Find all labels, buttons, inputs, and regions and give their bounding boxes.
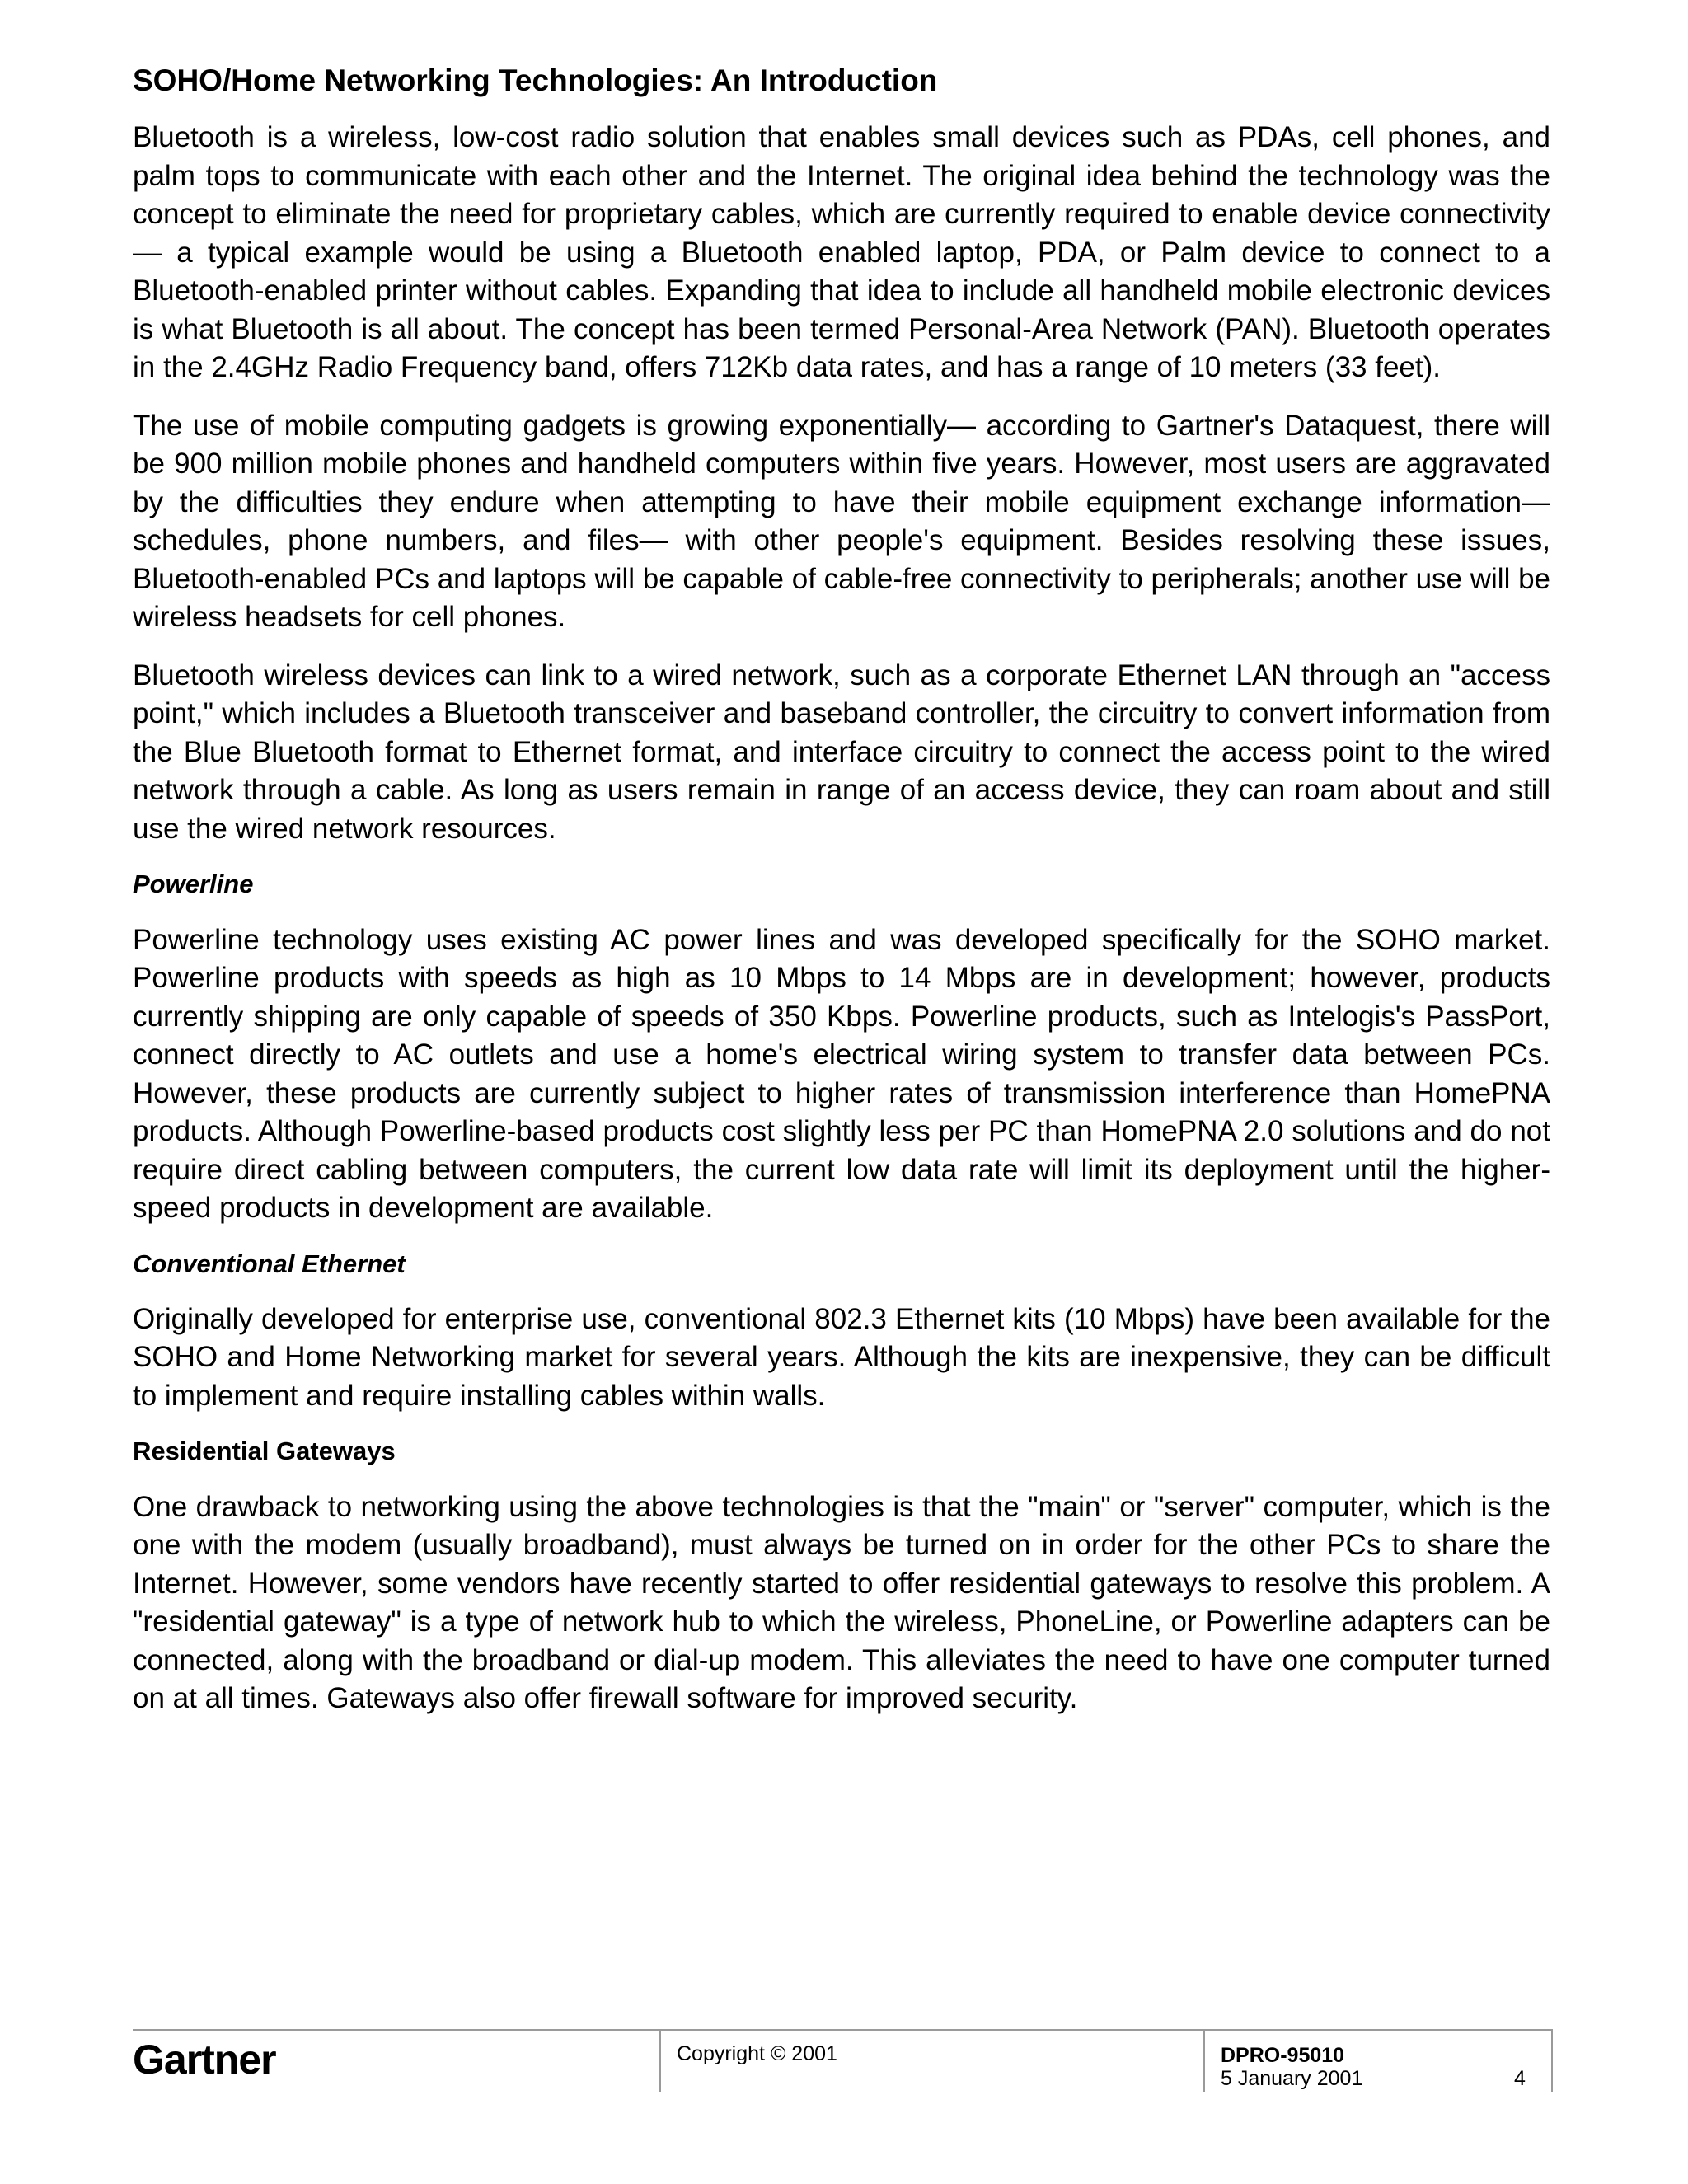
document-date: 5 January 2001 [1221,2067,1363,2090]
section-heading-conventional-ethernet: Conventional Ethernet [133,1249,406,1278]
paragraph-residential-gateways: One drawback to networking using the above technologies is that the "main" or "server" computer, which is the one with the modem (usually broadband), must always be turned on in order for the other PCs to share the Internet. However, some vendors have recently started to offer residential gateways to resolve this problem. A "residential gateway" is a type of network hub to which the wireless, PhoneLine, or Powerline adapters can be connected, along with the broadband or dial-up modem. This alleviates the need to have one computer turned on at all times. Gateways also offer firewall software for improved security. [133,1490,1550,1715]
document-id: DPRO-95010 [1221,2044,1345,2067]
copyright-notice: Copyright © 2001 [677,2042,837,2065]
document-body [133,63,1550,1738]
paragraph-mobile-gadgets: The use of mobile computing gadgets is growing exponentially— according to Gartner's Dataquest, there will be 900 million mobile phones and handheld computers within five years. However, most users are aggravated by the difficulties they endure when attempting to have their mobile equipment exchange information— schedules, phone numbers, and files— with other people's equipment. Besides resolving these issues, Bluetooth-enabled PCs and laptops will be capable of cable-free connectivity to peripherals; another use will be wireless headsets for cell phones. [133,409,1550,634]
paragraph-access-point: Bluetooth wireless devices can link to a wired network, such as a corporate Ethernet LAN through an "access point," which includes a Bluetooth transceiver and baseband controller, the circuitry to convert information from the Blue Bluetooth format to Ethernet format, and interface circuitry to connect the access point to the wired network through a cable. As long as users remain in range of an access device, they can roam about and still use the wired network resources. [133,658,1550,845]
page-footer [133,2029,1553,2090]
paragraph-bluetooth-intro: Bluetooth is a wireless, low-cost radio solution that enables small devices such as PDAs, cell phones, and palm tops to communicate with each other and the Internet. The original idea behind the technology was the concept to eliminate the need for proprietary cables, which are currently required to enable device connectivity— a typical example would be using a Bluetooth enabled laptop, PDA, or Palm device to connect to a Bluetooth-enabled printer without cables. Expanding that idea to include all handheld mobile electronic devices is what Bluetooth is all about. The concept has been termed Personal-Area Network (PAN). Bluetooth operates in the 2.4GHz Radio Frequency band, offers 712Kb data rates, and has a range of 10 meters (33 feet). [133,121,1550,384]
page-number: 4 [1514,2067,1526,2090]
footer-divider [1551,2031,1553,2092]
footer-divider [659,2031,661,2092]
paragraph-powerline: Powerline technology uses existing AC power lines and was developed specifically for the SOHO market. Powerline products with speeds as high as 10 Mbps to 14 Mbps are in development; however, products currently shipping are only capable of speeds of 350 Kbps. Powerline products, such as Intelogis's PassPort, connect directly to AC outlets and use a home's electrical wiring system to transfer data between PCs. However, these products are currently subject to higher rates of transmission interference than HomePNA products. Although Powerline-based products cost slightly less per PC than HomePNA 2.0 solutions and do not require direct cabling between computers, the current low data rate will limit its deployment until the higher-speed products in development are available. [133,923,1550,1225]
section-heading-residential-gateways: Residential Gateways [133,1436,396,1466]
paragraph-conventional-ethernet: Originally developed for enterprise use, conventional 802.3 Ethernet kits (10 Mbps) have been available for the SOHO and Home Networking market for several years. Although the kits are inexpensive, they can be difficult to implement and require installing cables within walls. [133,1302,1550,1412]
section-heading-powerline: Powerline [133,869,254,899]
footer-divider [1203,2031,1205,2092]
page-title: SOHO/Home Networking Technologies: An Introduction [133,63,938,97]
gartner-logo: Gartner [133,2036,276,2083]
